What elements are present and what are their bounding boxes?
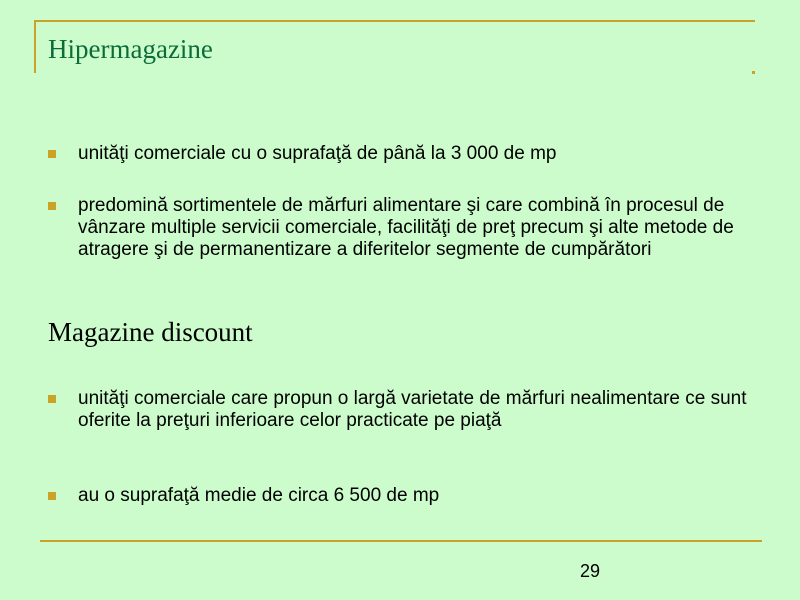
page-number: 29 bbox=[580, 561, 601, 581]
square-bullet-icon bbox=[48, 395, 56, 403]
bullet-text: unităţi comerciale care propun o largă varietate de mărfuri nealimentare ce sunt oferite la preţuri inferioare celor practicate pe piaţă bbox=[78, 388, 747, 431]
title-frame-top-line bbox=[34, 20, 755, 22]
bullet-item-4 bbox=[48, 485, 758, 507]
bullet-item-2 bbox=[48, 195, 758, 261]
square-bullet-icon bbox=[48, 150, 56, 158]
bullet-item-3 bbox=[48, 388, 758, 432]
slide-title: Hipermagazine bbox=[48, 34, 213, 64]
title-frame-left-line bbox=[34, 20, 36, 73]
section-heading: Magazine discount bbox=[48, 317, 253, 347]
bullet-text: au o suprafaţă medie de circa 6 500 de mp bbox=[78, 485, 440, 506]
square-bullet-icon bbox=[48, 492, 56, 500]
bullet-text: unităţi comerciale cu o suprafaţă de până la 3 000 de mp bbox=[78, 143, 557, 164]
square-bullet-icon bbox=[48, 202, 56, 210]
bullet-item-1 bbox=[48, 143, 758, 165]
title-frame-dot bbox=[752, 71, 755, 74]
bullet-text: predomină sortimentele de mărfuri alimentare şi care combină în procesul de vânzare multiple servicii comerciale, facilităţi de preţ precum şi alte metode de atragere şi de permanentizare a diferitelor segmente de cumpărători bbox=[78, 195, 734, 260]
footer-divider bbox=[40, 540, 762, 542]
